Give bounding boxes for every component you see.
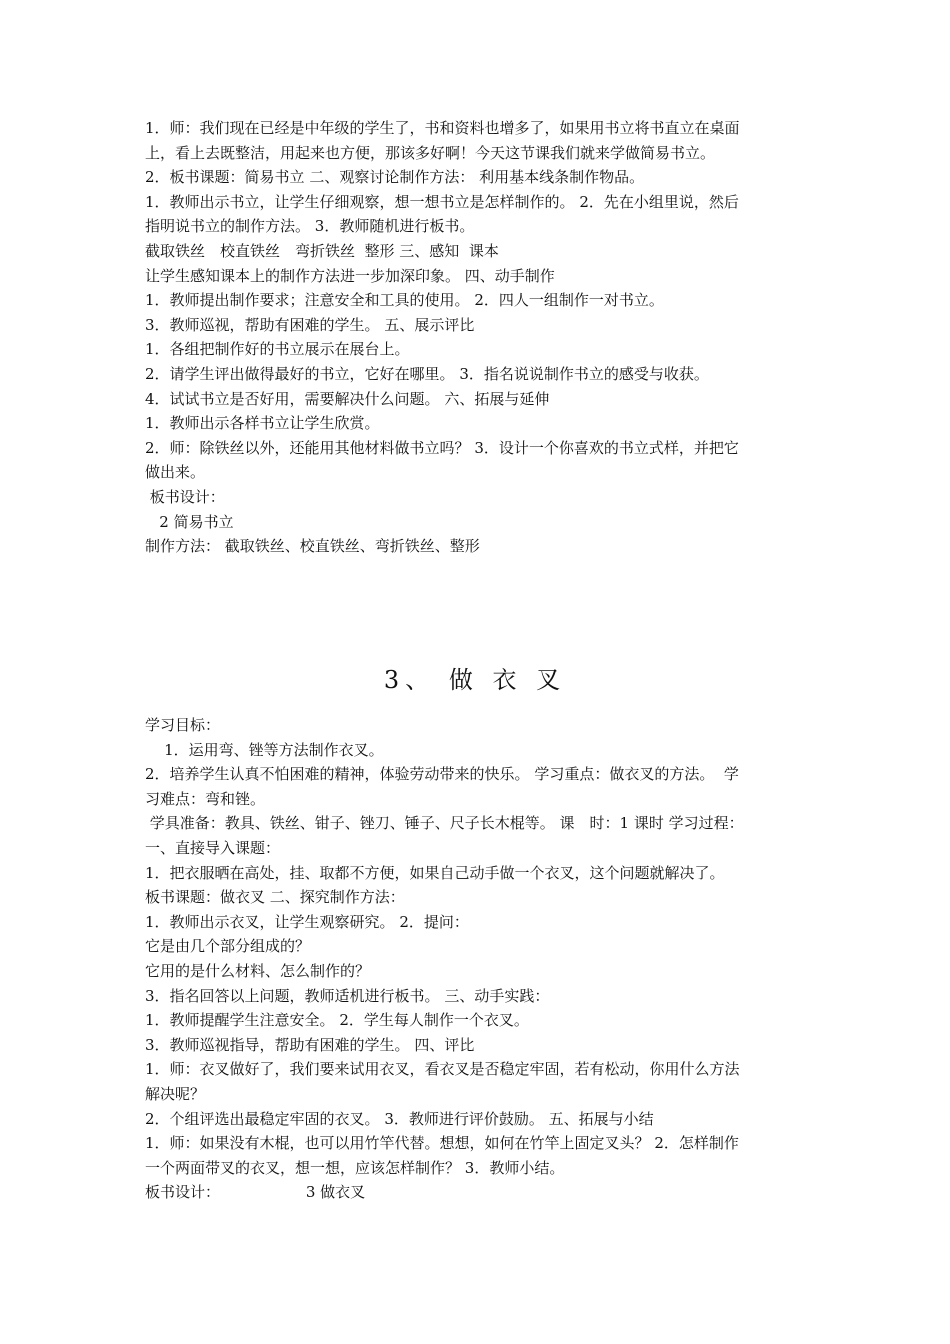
text-line: 1．教师出示各样书立让学生欣赏。 xyxy=(145,414,380,433)
text-line: 2 简易书立 xyxy=(145,512,234,531)
text-line: 1．师：我们现在已经是中年级的学生了，书和资料也增多了，如果用书立将书直立在桌面 xyxy=(145,119,740,137)
text-line: 1．教师提醒学生注意安全。 2．学生每人制作一个衣叉。 xyxy=(145,1011,529,1030)
text-line: 它用的是什么材料、怎么制作的？ xyxy=(145,962,371,980)
text-line: 习难点：弯和锉。 xyxy=(145,789,266,808)
text-line: 解决呢？ xyxy=(145,1085,206,1103)
text-line: 1．师：衣叉做好了，我们要来试用衣叉，看衣叉是否稳定牢固，若有松动，你用什么方法 xyxy=(145,1060,740,1079)
text-line: 2．个组评选出最稳定牢固的衣叉。 3．教师进行评价鼓励。 五、拓展与小结 xyxy=(145,1109,654,1128)
text-line: 3．教师巡视，帮助有困难的学生。 五、展示评比 xyxy=(145,315,475,334)
text-line: 2．板书课题：简易书立 二、观察讨论制作方法： 利用基本线条制作物品。 xyxy=(145,168,645,187)
text-line: 4．试试书立是否好用，需要解决什么问题。 六、拓展与延伸 xyxy=(145,389,550,408)
text-line: 一个两面带叉的衣叉，想一想，应该怎样制作？ 3．教师小结。 xyxy=(145,1158,565,1177)
text-line: 1．各组把制作好的书立展示在展台上。 xyxy=(145,340,410,359)
text-line: 制作方法： 截取铁丝、校直铁丝、弯折铁丝、整形 xyxy=(145,537,480,556)
text-line: 1．师：如果没有木棍，也可以用竹竿代替。想想，如何在竹竿上固定叉头？ 2．怎样制作 xyxy=(145,1134,739,1153)
text-line: 指明说书立的制作方法。 3．教师随机进行板书。 xyxy=(145,217,475,236)
text-line: 板书设计： 3 做衣叉 xyxy=(145,1183,366,1202)
text-line: 让学生感知课本上的制作方法进一步加深印象。 四、动手制作 xyxy=(145,266,555,285)
text-line: 3．指名回答以上问题，教师适机进行板书。 三、动手实践： xyxy=(145,986,550,1005)
text-line: 1．教师提出制作要求；注意安全和工具的使用。 2．四人一组制作一对书立。 xyxy=(145,291,664,310)
text-line: 2．请学生评出做得最好的书立，它好在哪里。 3．指名说说制作书立的感受与收获。 xyxy=(145,365,709,383)
text-line: 1．运用弯、锉等方法制作衣叉。 xyxy=(145,740,384,759)
text-line: 板书设计： xyxy=(145,488,225,506)
text-line: 板书课题：做衣叉 二、探究制作方法： xyxy=(145,888,405,907)
text-line: 上，看上去既整洁，用起来也方便，那该多好啊！今天这节课我们就来学做简易书立。 xyxy=(145,143,716,162)
text-line: 做出来。 xyxy=(145,463,206,482)
text-line: 它是由几个部分组成的？ xyxy=(145,937,311,956)
text-line: 学习目标： xyxy=(145,716,221,734)
text-line: 学具准备：教具、铁丝、钳子、锉刀、锤子、尺子长木棍等。 课 时：1 课时 学习过程： xyxy=(145,814,744,833)
text-line: 2．师：除铁丝以外，还能用其他材料做书立吗？ 3．设计一个你喜欢的书立式样，并把它 xyxy=(145,438,739,457)
text-line: 截取铁丝 校直铁丝 弯折铁丝 整形 三、感知 课本 xyxy=(145,242,499,260)
text-line: 1．教师出示衣叉，让学生观察研究。 2．提问： xyxy=(145,912,469,931)
text-line: 一、直接导入课题： xyxy=(145,839,281,857)
section-title: 3、 做 衣 叉 xyxy=(383,666,567,694)
text-line: 2．培养学生认真不怕困难的精神，体验劳动带来的快乐。 学习重点：做衣叉的方法。 学 xyxy=(145,765,739,784)
text-line: 1．把衣服晒在高处，挂、取都不方便，如果自己动手做一个衣叉，这个问题就解决了。 xyxy=(145,863,725,882)
text-line: 1．教师出示书立，让学生仔细观察，想一想书立是怎样制作的。 2．先在小组里说，然后 xyxy=(145,192,739,211)
text-line: 3．教师巡视指导，帮助有困难的学生。 四、评比 xyxy=(145,1035,475,1054)
